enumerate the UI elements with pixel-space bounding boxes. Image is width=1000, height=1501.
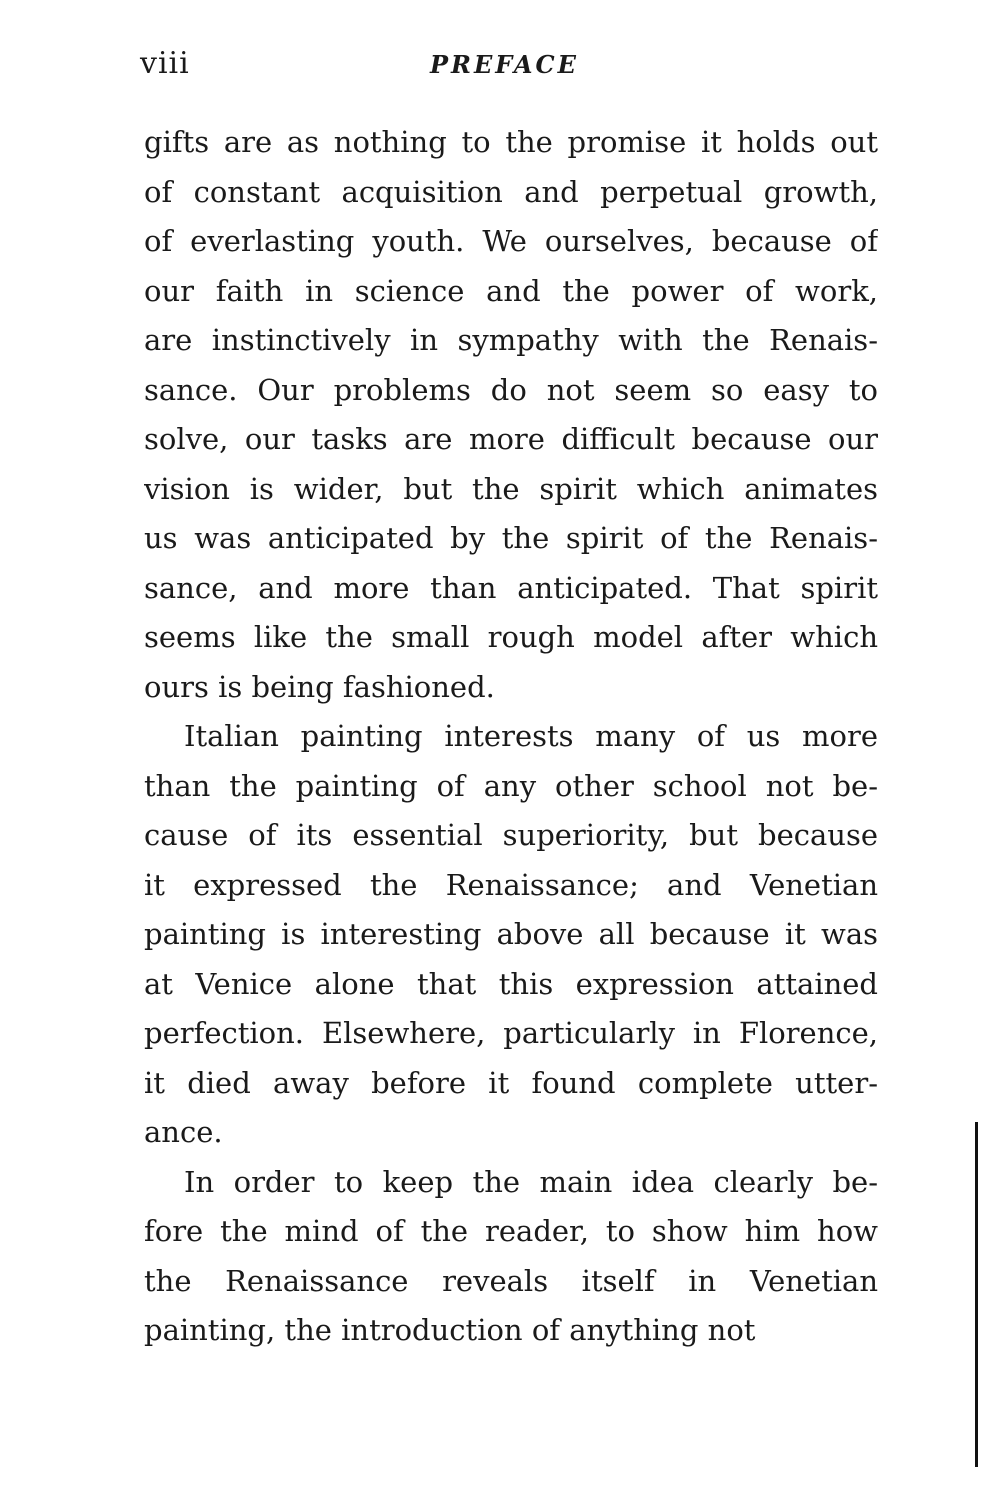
text-line: of constant acquisition and perpetual growth, [144,174,878,209]
text-line: gifts are as nothing to the promise it holds out [144,125,878,159]
text-line: seems like the small rough model after which [144,620,878,654]
text-line: at Venice alone that this expression attained [144,966,878,1001]
text-line: vision is wider, but the spirit which animates [144,471,878,506]
running-head: PREFACE [430,50,579,79]
text-line: painting is interesting above all because it was [144,917,878,951]
text-line: ance. [144,1115,223,1149]
text-line: sance. Our problems do not seem so easy to [144,372,878,407]
text-line: the Renaissance reveals itself in Venetian [144,1263,878,1298]
text-line: sance, and more than anticipated. That spirit [144,570,878,605]
paragraph [144,118,878,712]
text-line: In order to keep the main idea clearly be- [184,1164,878,1199]
margin-rule [975,1122,978,1467]
page-header [140,46,880,86]
text-line: painting, the introduction of anything not [144,1313,756,1347]
text-line: cause of its essential superiority, but because [144,818,878,852]
text-line: solve, our tasks are more difficult because our [144,422,878,456]
text-line: Italian painting interests many of us more [184,719,878,753]
page-number: viii [140,46,190,81]
body-text [144,118,878,1356]
text-line: ours is being fashioned. [144,669,495,704]
text-line: than the painting of any other school not be- [144,768,878,803]
text-line: of everlasting youth. We ourselves, because of [144,224,878,258]
text-line: our faith in science and the power of work, [144,273,878,308]
paragraph [144,712,878,1158]
text-line: fore the mind of the reader, to show him how [144,1214,878,1248]
paragraph [144,1158,878,1356]
text-line: are instinctively in sympathy with the Renais- [144,323,878,357]
text-line: perfection. Elsewhere, particularly in Florence, [144,1016,878,1050]
text-line: it expressed the Renaissance; and Venetian [144,867,878,902]
text-line: us was anticipated by the spirit of the Renais- [144,521,878,555]
text-line: it died away before it found complete utter- [144,1065,878,1100]
